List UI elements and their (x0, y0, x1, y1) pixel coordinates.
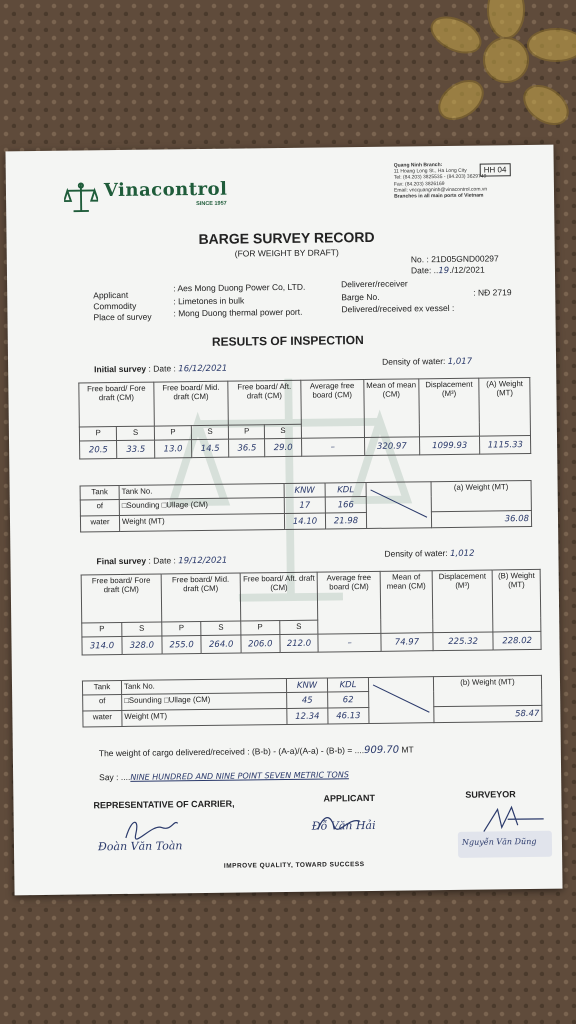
header-p: P (229, 425, 265, 439)
record-subtitle: (FOR WEIGHT BY DRAFT) (234, 247, 339, 259)
header-p: P (154, 426, 191, 440)
header-average-free-board: Average free board (CM) (300, 380, 364, 439)
initial-survey-line (94, 363, 227, 376)
initial-density-label: Density of water: (382, 356, 446, 367)
initial-tank-total: 36.08 (431, 510, 531, 527)
header-p: P (82, 622, 122, 636)
final-survey-line (96, 555, 227, 568)
say-line (99, 769, 349, 782)
initial-date-value: 16/12/2021 (178, 363, 228, 375)
header-mid-draft: Free board/ Mid. draft (CM) (154, 381, 229, 426)
value-cell: 1099.93 (419, 436, 480, 455)
applicant-name: Đỗ Văn Hải (311, 818, 376, 833)
tank-no-label: Tank No. (121, 678, 286, 694)
header-final-weight: (B) Weight (MT) (493, 569, 541, 632)
surveyor-name: Nguyễn Văn Dũng (461, 836, 537, 847)
record-date-rest: ./12/2021 (449, 264, 485, 275)
cargo-weight-value: 909.70 (364, 744, 400, 757)
record-number (411, 253, 499, 264)
surveyor-label: SURVEYOR (465, 789, 516, 800)
tank-label: Tank (82, 680, 121, 694)
header-s: S (122, 622, 162, 636)
place-label: Place of survey (93, 311, 152, 323)
tank-weight-value: 12.34 (287, 708, 328, 724)
sounding-label: □Sounding □Ullage (CM) (122, 692, 287, 710)
header-fore-draft: Free board/ Fore draft (CM) (79, 382, 154, 427)
background-flower-pattern (386, 0, 576, 160)
tank-weight-value: 14.10 (284, 513, 325, 529)
value-cell: 14.5 (192, 439, 229, 457)
record-number-value: 21D05GND00297 (431, 253, 499, 265)
final-density-label: Density of water: (384, 548, 448, 559)
water-label: water (80, 516, 119, 532)
barge-value: : NĐ 2719 (473, 287, 512, 298)
header-mean-of-mean: Mean of mean (CM) (380, 571, 433, 634)
place-value: : Mong Duong thermal power port. (173, 306, 303, 319)
cross-out-line (371, 678, 431, 719)
initial-date-prefix: : Date : (148, 363, 176, 374)
branch-line: Tel: (84.203) 3825535 - (84.203) 3629749 (393, 173, 487, 182)
tank-label: Tank (80, 486, 119, 500)
company-slogan: IMPROVE QUALITY, TOWARD SUCCESS (223, 861, 365, 870)
weight-label: Weight (MT) (119, 513, 284, 531)
commodity-value: : Limetones in bulk (173, 295, 245, 307)
value-cell: 20.5 (80, 441, 118, 459)
cargo-weight-line (99, 744, 414, 759)
applicant-value: : Aes Mong Duong Power Co, LTD. (173, 281, 306, 294)
final-density-line (384, 548, 474, 560)
header-s: S (191, 425, 228, 439)
carrier-label: REPRESENTATIVE OF CARRIER, (93, 798, 235, 811)
header-mean-of-mean: Mean of mean (CM) (364, 379, 420, 438)
branch-line: Quang Ninh Branch: (393, 162, 443, 169)
surveyor-stamp (458, 831, 552, 858)
header-s: S (117, 426, 155, 440)
final-tank-total: 58.47 (434, 705, 542, 722)
vinacontrol-scale-logo-icon (64, 180, 98, 214)
branch-line: Branches in all main ports of Vietnam (394, 192, 484, 200)
value-cell: 13.0 (154, 440, 191, 458)
company-since: SINCE 1957 (196, 200, 227, 208)
company-name: Vinacontrol (103, 178, 228, 202)
branch-line: 11 Hoang Long St., Ha Long City (393, 167, 467, 175)
header-average-free-board: Average free board (CM) (317, 571, 380, 634)
tank-col-name: KNW (286, 678, 327, 692)
value-cell: 255.0 (162, 636, 202, 654)
final-density-value: 1,012 (450, 548, 475, 559)
initial-survey-label: Initial survey (94, 363, 147, 375)
value-cell: 320.97 (364, 437, 419, 456)
value-cell: 225.32 (433, 632, 494, 651)
initial-density-line (382, 356, 472, 368)
value-cell: 1115.33 (480, 435, 531, 454)
carrier-name: Đoàn Văn Toàn (97, 839, 183, 854)
value-cell: 36.5 (229, 439, 265, 457)
tank-crossed-cell (366, 482, 432, 529)
deliverer-label: Deliverer/receiver (341, 278, 408, 290)
sounding-label: □Sounding □Ullage (CM) (119, 497, 284, 515)
header-s: S (279, 620, 318, 634)
tank-col-name: KNW (284, 483, 325, 497)
header-displacement: Displacement (M³) (419, 378, 480, 437)
tank-no-label: Tank No. (119, 483, 284, 499)
tank-weight-value: 46.13 (328, 707, 369, 723)
record-number-label: No. : (410, 254, 429, 265)
tank-crossed-cell (368, 677, 434, 724)
tank-sounding-value: 17 (284, 497, 325, 513)
water-label: water (83, 710, 122, 726)
initial-tank-table (80, 480, 533, 533)
value-cell: 228.02 (493, 631, 541, 650)
initial-draft-table (78, 377, 531, 460)
header-aft-draft: Free board/ Aft. draft (CM) (228, 380, 301, 425)
cargo-weight-label: The weight of cargo delivered/received : (B-b) - (A-a)/(A-a) - (B-b) = .... (98, 745, 365, 759)
record-date-day: 19 (438, 265, 450, 277)
tank-col-name: KDL (327, 677, 368, 691)
barge-label: Barge No. (341, 291, 380, 303)
say-label: Say : .... (99, 771, 131, 783)
record-date (411, 265, 485, 277)
header-mid-draft: Free board/ Mid. draft (CM) (161, 573, 241, 622)
say-value: NINE HUNDRED AND NINE POINT SEVEN METRIC TONS (130, 770, 349, 782)
value-cell: 74.97 (381, 633, 433, 652)
value-cell: – (301, 438, 364, 457)
tank-sounding-value: 62 (328, 691, 369, 707)
value-cell: 328.0 (122, 636, 162, 654)
of-label: of (83, 694, 122, 710)
final-date-prefix: : Date : (148, 555, 176, 566)
final-draft-table (81, 569, 542, 656)
record-title: BARGE SURVEY RECORD (198, 228, 375, 248)
tank-sounding-value: 166 (325, 496, 366, 512)
form-code-box: HH 04 (480, 163, 511, 176)
applicant-sign-label: APPLICANT (323, 792, 375, 804)
survey-document (5, 145, 562, 896)
of-label: of (80, 500, 119, 516)
initial-tank-weight-header: (a) Weight (MT) (431, 480, 531, 511)
tank-col-name: KDL (325, 482, 366, 496)
value-cell: 264.0 (201, 635, 241, 653)
final-tank-weight-header: (b) Weight (MT) (433, 675, 541, 706)
header-aft-draft: Free board/ Aft. draft (CM) (240, 572, 318, 621)
tank-sounding-value: 45 (287, 692, 328, 708)
commodity-label: Commodity (93, 300, 137, 312)
weight-label: Weight (MT) (122, 708, 287, 726)
value-cell: 33.5 (117, 440, 155, 458)
final-survey-label: Final survey (96, 555, 147, 567)
initial-density-value: 1,017 (447, 356, 473, 367)
header-p: P (241, 621, 280, 635)
final-date-value: 19/12/2021 (178, 555, 228, 567)
header-s: S (265, 424, 301, 438)
value-cell: 314.0 (82, 636, 122, 654)
tank-weight-value: 21.98 (325, 512, 366, 528)
final-tank-table (82, 675, 543, 728)
branch-line: Fax: (84.203) 3826169 (393, 180, 445, 188)
header-displacement: Displacement (M³) (432, 570, 493, 633)
value-cell: – (318, 633, 381, 652)
header-p: P (162, 622, 202, 636)
results-title: RESULTS OF INSPECTION (211, 333, 364, 349)
branch-line: Email: vncquangninh@vinacontrol.com.vn (393, 186, 488, 194)
applicant-label: Applicant (93, 289, 129, 301)
header-fore-draft: Free board/ Fore draft (CM) (81, 574, 161, 623)
value-cell: 212.0 (280, 634, 319, 652)
cross-out-line (369, 483, 429, 524)
delivered-label: Delivered/received ex vessel : (341, 302, 455, 315)
header-p: P (79, 427, 117, 441)
record-date-label: Date: .. (410, 265, 439, 276)
value-cell: 206.0 (241, 635, 280, 653)
header-initial-weight: (A) Weight (MT) (479, 377, 530, 436)
cargo-weight-unit: MT (401, 744, 414, 755)
header-s: S (201, 621, 241, 635)
branch-address (394, 161, 544, 200)
value-cell: 29.0 (265, 438, 301, 456)
